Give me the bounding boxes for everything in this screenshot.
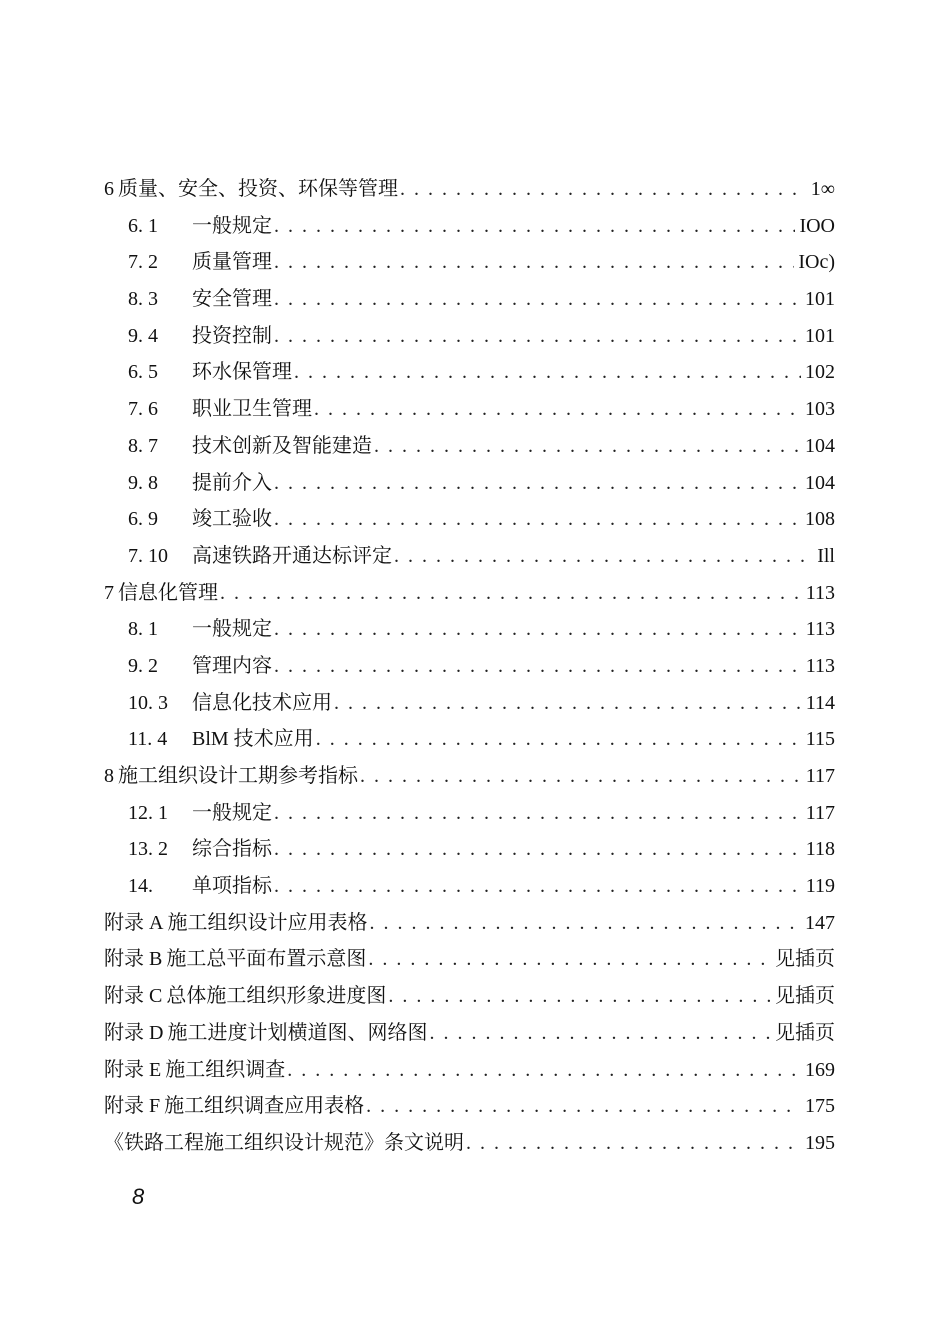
toc-entry-number: 14. — [128, 875, 153, 898]
toc-entry-page: 117 — [805, 801, 835, 824]
toc-entry-number: 12. 1 — [128, 801, 168, 824]
toc-entry[interactable] — [104, 465, 835, 502]
toc-entry-number: 6. 5 — [128, 361, 158, 384]
dot-leader — [274, 648, 802, 685]
dot-leader — [294, 354, 801, 391]
toc-entry-number: 7. 6 — [128, 398, 158, 421]
toc-entry[interactable] — [104, 758, 835, 795]
toc-entry-number: 7 — [104, 581, 114, 604]
toc-entry-title: 施工组织设计工期参考指标 — [118, 765, 358, 787]
dot-leader — [366, 1088, 801, 1125]
dot-leader — [274, 831, 802, 868]
toc-entry[interactable] — [104, 721, 835, 758]
toc-entry-title: 施工进度计划横道图、网络图 — [167, 1021, 428, 1044]
toc-entry-page: 169 — [805, 1058, 835, 1081]
toc-entry-page: 见插页 — [775, 985, 835, 1008]
toc-entry-number: 10. 3 — [128, 691, 168, 714]
toc-entry-number: 8. 1 — [128, 618, 158, 641]
toc-entry-title: 竣工验收 — [192, 508, 272, 531]
toc-entry-number: 6 — [104, 178, 114, 200]
toc-entry-number: 附录 C — [104, 985, 163, 1008]
toc-entry-title: 高速铁路开通达标评定 — [192, 544, 392, 567]
dot-leader — [274, 501, 801, 538]
toc-entry-number: 6. 1 — [128, 214, 158, 237]
dot-leader — [334, 685, 802, 722]
dot-leader — [274, 281, 801, 318]
toc-entry-number: 11. 4 — [128, 728, 168, 751]
toc-entry[interactable] — [104, 685, 835, 722]
toc-entry-title: 职业卫生管理 — [192, 398, 312, 421]
toc-entry[interactable] — [104, 208, 835, 245]
toc-entry-number: 7. 10 — [128, 544, 168, 567]
toc-entry-title: 质量管理 — [192, 251, 272, 274]
dot-leader — [274, 208, 795, 245]
toc-entry-page: 1∞ — [810, 178, 835, 200]
toc-entry[interactable] — [104, 1088, 835, 1125]
dot-leader — [466, 1125, 801, 1162]
toc-entry-page: 103 — [805, 398, 835, 421]
toc-entry[interactable] — [104, 428, 835, 465]
dot-leader — [400, 171, 807, 208]
toc-entry-page: IOO — [799, 214, 835, 237]
toc-entry-title: 环水保管理 — [192, 361, 292, 384]
toc-entry-title: 管理内容 — [192, 654, 272, 677]
toc-entry-title: 提前介入 — [192, 471, 272, 494]
toc-entry-page: IOc) — [798, 251, 835, 274]
toc-entry[interactable] — [104, 941, 835, 978]
toc-entry[interactable] — [104, 905, 835, 942]
toc-entry-title: 单项指标 — [192, 875, 272, 898]
toc-entry[interactable] — [104, 831, 835, 868]
toc-entry-title: 信息化技术应用 — [192, 691, 332, 714]
toc-entry-page: 113 — [805, 581, 835, 604]
page-number: 8 — [132, 1184, 145, 1209]
toc-entry-title: 《铁路工程施工组织设计规范》条文说明 — [104, 1131, 464, 1154]
toc-entry[interactable] — [104, 244, 835, 281]
toc-entry[interactable] — [104, 501, 835, 538]
toc-entry-number: 13. 2 — [128, 838, 168, 861]
toc-entry-title: 一般规定 — [192, 618, 272, 641]
dot-leader — [316, 721, 802, 758]
toc-entry[interactable] — [104, 611, 835, 648]
toc-entry[interactable] — [104, 538, 835, 575]
toc-entry-title: 施工组织调查 — [165, 1058, 286, 1081]
dot-leader — [274, 318, 801, 355]
toc-entry-page: 114 — [805, 691, 835, 714]
toc-entry[interactable] — [104, 354, 835, 391]
toc-entry-page: 101 — [805, 324, 835, 347]
toc-entry-number: 6. 9 — [128, 508, 158, 531]
toc-entry-number: 8 — [104, 765, 114, 787]
toc-entry-number: 9. 4 — [128, 324, 158, 347]
dot-leader — [274, 868, 802, 905]
toc-entry-title: 技术创新及智能建造 — [192, 434, 372, 457]
table-of-contents — [104, 171, 835, 1162]
toc-entry-title: 投资控制 — [192, 324, 272, 347]
toc-entry[interactable] — [104, 281, 835, 318]
toc-entry[interactable] — [104, 648, 835, 685]
toc-entry-page: 113 — [805, 654, 835, 677]
toc-entry-page: 119 — [805, 875, 835, 898]
dot-leader — [274, 795, 802, 832]
toc-entry[interactable] — [104, 978, 835, 1015]
toc-entry-number: 附录 B — [104, 948, 163, 971]
toc-entry-page: 见插页 — [775, 1021, 835, 1044]
toc-entry-title: 总体施工组织形象进度图 — [166, 985, 387, 1008]
toc-entry-page: 115 — [805, 728, 835, 751]
toc-entry-number: 附录 F — [104, 1095, 161, 1118]
toc-entry[interactable] — [104, 795, 835, 832]
dot-leader — [274, 465, 801, 502]
toc-entry-title: BlM 技术应用 — [192, 728, 314, 751]
toc-entry-page: 101 — [805, 288, 835, 311]
toc-entry-page: 117 — [805, 765, 835, 787]
dot-leader — [388, 978, 771, 1015]
toc-entry[interactable] — [104, 171, 835, 208]
toc-entry-title: 信息化管理 — [118, 581, 218, 604]
toc-entry-title: 施工组织设计应用表格 — [167, 911, 368, 934]
toc-entry-page: 104 — [805, 434, 835, 457]
toc-entry-title: 质量、安全、投资、环保等管理 — [118, 178, 398, 200]
toc-entry-page: 147 — [805, 911, 835, 934]
toc-entry-title: 安全管理 — [192, 288, 272, 311]
toc-entry-page: 195 — [805, 1131, 835, 1154]
dot-leader — [274, 611, 802, 648]
toc-entry-title: 一般规定 — [192, 801, 272, 824]
toc-entry[interactable] — [104, 1052, 835, 1089]
toc-entry-page: 108 — [805, 508, 835, 531]
toc-entry-title: 施工总平面布置示意图 — [166, 948, 367, 971]
dot-leader — [220, 575, 802, 612]
toc-entry[interactable] — [104, 1125, 835, 1162]
toc-entry-number: 附录 D — [104, 1021, 164, 1044]
dot-leader — [374, 428, 801, 465]
toc-entry-number: 9. 2 — [128, 654, 158, 677]
toc-entry[interactable] — [104, 391, 835, 428]
toc-entry-number: 8. 3 — [128, 288, 158, 311]
dot-leader — [314, 391, 801, 428]
toc-entry-number: 附录 E — [104, 1058, 162, 1081]
dot-leader — [429, 1015, 771, 1052]
dot-leader — [274, 244, 794, 281]
toc-entry-page: 113 — [805, 618, 835, 641]
toc-entry-page: 102 — [805, 361, 835, 384]
toc-entry-title: 综合指标 — [192, 838, 272, 861]
toc-entry-number: 7. 2 — [128, 251, 158, 274]
toc-entry-number: 8. 7 — [128, 434, 158, 457]
toc-entry[interactable] — [104, 575, 835, 612]
toc-entry-page: 见插页 — [775, 948, 835, 971]
toc-entry[interactable] — [104, 1015, 835, 1052]
toc-entry-title: 一般规定 — [192, 214, 272, 237]
dot-leader — [368, 941, 771, 978]
toc-entry-number: 附录 A — [104, 911, 164, 934]
dot-leader — [394, 538, 813, 575]
dot-leader — [287, 1052, 801, 1089]
toc-entry[interactable] — [104, 318, 835, 355]
toc-entry-page: Ill — [817, 544, 835, 567]
toc-entry-page: 175 — [805, 1095, 835, 1118]
toc-entry-title: 施工组织调查应用表格 — [164, 1095, 365, 1118]
toc-entry-number: 9. 8 — [128, 471, 158, 494]
dot-leader — [360, 758, 802, 795]
dot-leader — [369, 905, 801, 942]
toc-entry[interactable] — [104, 868, 835, 905]
toc-entry-page: 104 — [805, 471, 835, 494]
toc-entry-page: 118 — [805, 838, 835, 861]
